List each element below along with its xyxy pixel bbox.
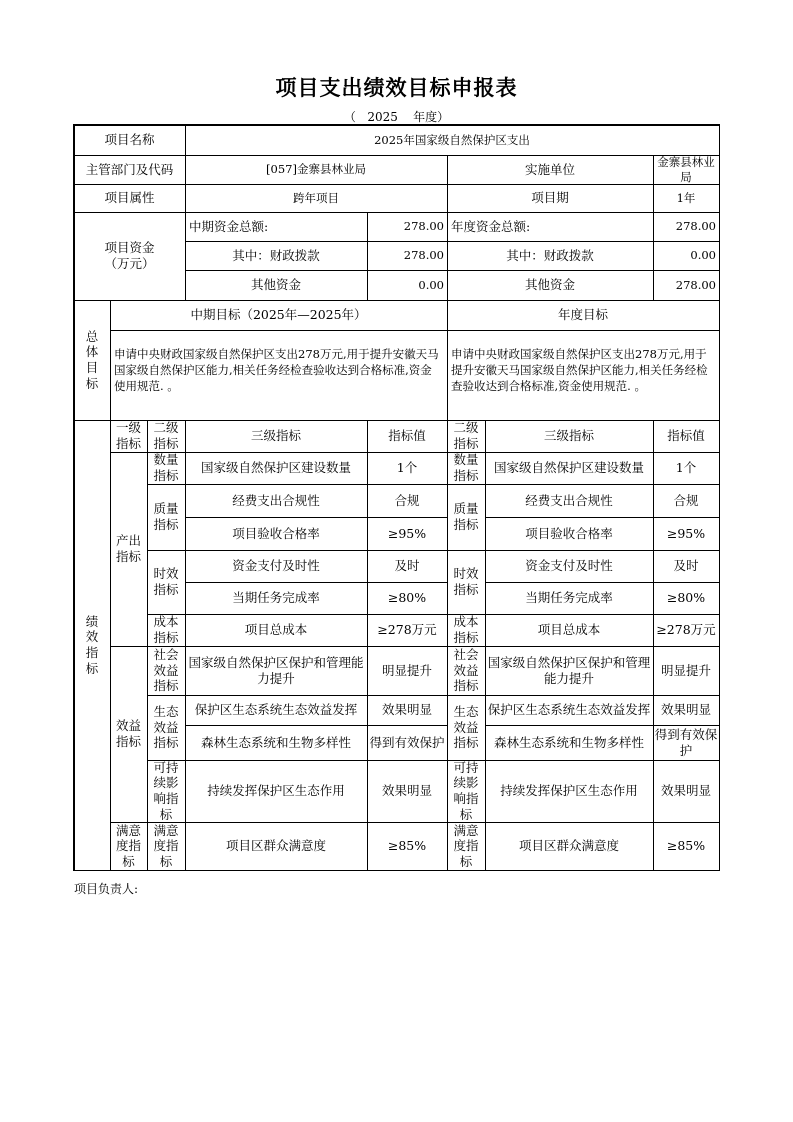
- indicator-value-mid: ≥95%: [387, 525, 427, 541]
- overall-goal-label: 总 体 目 标: [85, 328, 99, 391]
- level2-timeliness-annual: 时效 指标: [453, 566, 479, 597]
- indicator-name-annual: 森林生态系统和生物多样性: [493, 734, 644, 750]
- indicator-name-mid: 项目验收合格率: [232, 525, 320, 541]
- indicator-value-mid: 得到有效保护: [369, 734, 445, 750]
- indicator-value-annual: ≥278万元: [656, 622, 716, 638]
- level2-quality-annual: 质量 指标: [453, 501, 479, 532]
- indicator-value-annual: 及时: [673, 558, 699, 574]
- indicator-name-annual: 持续发挥保护区生态作用: [500, 783, 638, 799]
- project-attribute-value: 跨年项目: [293, 190, 339, 205]
- mid-other-label: 其他资金: [250, 277, 301, 293]
- mid-total-value: 278.00: [403, 219, 444, 234]
- level2-cost-annual: 成本 指标: [453, 614, 479, 645]
- indicator-value-mid: ≥85%: [387, 838, 427, 854]
- year-value: 2025: [367, 110, 398, 124]
- indicator-name-annual: 国家级自然保护区建设数量: [493, 460, 644, 476]
- project-period-label: 项目期: [531, 190, 569, 206]
- indicator-name-mid: 保护区生态系统生态效益发挥: [194, 702, 358, 718]
- indicator-value-mid: 及时: [394, 558, 420, 574]
- indicator-name-annual: 项目总成本: [537, 622, 601, 638]
- level2-quality-mid: 质量 指标: [153, 501, 179, 532]
- mid-goal-text: 申请中央财政国家级自然保护区支出278万元,用于提升安徽天马国家级自然保护区能力,相关任务经检查验收达到合格标准,资金使用规范. 。: [114, 347, 439, 393]
- annual-goal-text: 申请中央财政国家级自然保护区支出278万元,用于提升安徽天马国家级自然保护区能力,相关任务经检查验收达到合格标准,资金使用规范. 。: [451, 347, 708, 393]
- indicator-value-mid: 效果明显: [381, 783, 432, 799]
- level2-timeliness-mid: 时效 指标: [153, 566, 179, 597]
- indicator-value-annual: 明显提升: [660, 662, 711, 678]
- level2-quantity-mid: 数量 指标: [153, 452, 179, 483]
- level2-sustainable-mid: 可持 续影 响指 标: [153, 760, 179, 822]
- indicator-name-mid: 森林生态系统和生物多样性: [200, 734, 351, 750]
- annual-goal-header: 年度目标: [557, 307, 608, 323]
- level1-header: 一级 指标: [115, 420, 141, 451]
- annual-total-value: 278.00: [675, 219, 716, 234]
- indicator-value-annual: 合规: [673, 492, 699, 508]
- indicator-name-mid: 资金支付及时性: [232, 558, 320, 574]
- annual-fiscal-value: 0.00: [690, 248, 716, 263]
- indicator-value-mid: 明显提升: [381, 662, 432, 678]
- table-frame: [73, 124, 720, 871]
- indicator-name-mid: 持续发挥保护区生态作用: [207, 783, 345, 799]
- indicator-name-annual: 当期任务完成率: [525, 590, 613, 606]
- project-period-value: 1年: [676, 190, 696, 205]
- indicator-name-mid: 经费支出合规性: [232, 492, 320, 508]
- value-header-mid: 指标值: [388, 428, 426, 444]
- level1-satisfaction: 满意 度指 标: [115, 822, 141, 869]
- level3-header-annual: 三级指标: [543, 428, 594, 444]
- indicator-name-mid: 项目总成本: [244, 622, 308, 638]
- indicator-value-annual: 效果明显: [660, 783, 711, 799]
- level3-header-mid: 三级指标: [250, 428, 301, 444]
- indicator-name-annual: 项目区群众满意度: [518, 838, 619, 854]
- level2-satisfaction-mid: 满意 度指 标: [153, 822, 179, 869]
- indicator-value-annual: ≥85%: [666, 838, 706, 854]
- indicator-value-annual: ≥95%: [666, 525, 706, 541]
- indicator-value-mid: 效果明显: [381, 702, 432, 718]
- indicator-value-annual: 得到有效保护: [654, 726, 718, 758]
- indicator-name-mid: 国家级自然保护区保护和管理能力提升: [188, 654, 364, 686]
- project-leader-label: 项目负责人:: [74, 882, 139, 896]
- project-name-label: 项目名称: [104, 132, 155, 148]
- indicator-name-mid: 项目区群众满意度: [225, 838, 326, 854]
- annual-other-label: 其他资金: [524, 277, 575, 293]
- indicator-value-annual: ≥80%: [666, 590, 706, 606]
- mid-other-value: 0.00: [418, 277, 444, 292]
- level2-cost-mid: 成本 指标: [153, 614, 179, 645]
- indicator-name-annual: 项目验收合格率: [525, 525, 613, 541]
- year-label: 年度）: [413, 110, 450, 124]
- funds-label: 项目资金 （万元）: [104, 240, 155, 271]
- level2-header-mid: 二级 指标: [153, 420, 179, 451]
- indicator-value-mid: 1个: [396, 460, 418, 476]
- indicator-name-mid: 国家级自然保护区建设数量: [200, 460, 351, 476]
- indicator-name-annual: 保护区生态系统生态效益发挥: [487, 702, 651, 718]
- mid-fiscal-value: 278.00: [403, 248, 444, 263]
- indicator-name-annual: 国家级自然保护区保护和管理能力提升: [487, 654, 651, 686]
- indicator-value-mid: ≥278万元: [377, 622, 437, 638]
- year-open: （: [343, 110, 356, 124]
- annual-fiscal-label: 其中：财政拨款: [506, 247, 594, 263]
- department-label: 主管部门及代码: [85, 161, 174, 177]
- annual-total-label: 年度资金总额:: [451, 218, 531, 234]
- indicator-value-annual: 1个: [675, 460, 697, 476]
- mid-goal-header: 中期目标（2025年—2025年）: [190, 307, 367, 323]
- level1-benefit: 效益 指标: [115, 718, 141, 749]
- level2-ecological-mid: 生态 效益 指标: [153, 704, 179, 751]
- annual-other-value: 278.00: [675, 277, 716, 292]
- project-name-value: 2025年国家级自然保护区支出: [374, 132, 530, 147]
- indicator-value-annual: 效果明显: [660, 702, 711, 718]
- performance-label: 绩 效 指 标: [85, 613, 99, 676]
- implementing-unit-label: 实施单位: [524, 161, 575, 177]
- mid-fiscal-label: 其中：财政拨款: [232, 247, 320, 263]
- year-line: [0, 108, 793, 125]
- indicator-value-mid: ≥80%: [387, 590, 427, 606]
- indicator-value-mid: 合规: [394, 492, 420, 508]
- level2-ecological-annual: 生态 效益 指标: [453, 704, 479, 751]
- level2-sustainable-annual: 可持 续影 响指 标: [453, 760, 479, 822]
- department-value: [057]金寨县林业局: [266, 162, 366, 177]
- level2-quantity-annual: 数量 指标: [453, 452, 479, 483]
- level2-social-annual: 社会 效益 指标: [453, 647, 479, 694]
- indicator-name-annual: 资金支付及时性: [525, 558, 613, 574]
- value-header-annual: 指标值: [667, 428, 705, 444]
- level2-satisfaction-annual: 满意 度指 标: [453, 822, 479, 869]
- indicator-name-mid: 当期任务完成率: [232, 590, 320, 606]
- indicator-name-annual: 经费支出合规性: [525, 492, 613, 508]
- mid-total-label: 中期资金总额:: [189, 218, 269, 234]
- implementing-unit-value: 金寨县林业局: [657, 155, 715, 184]
- page-title: 项目支出绩效目标申报表: [275, 76, 518, 100]
- level2-header-annual: 二级 指标: [453, 420, 479, 451]
- project-attribute-label: 项目属性: [104, 190, 155, 206]
- level1-output: 产出 指标: [115, 533, 141, 564]
- level2-social-mid: 社会 效益 指标: [153, 647, 179, 694]
